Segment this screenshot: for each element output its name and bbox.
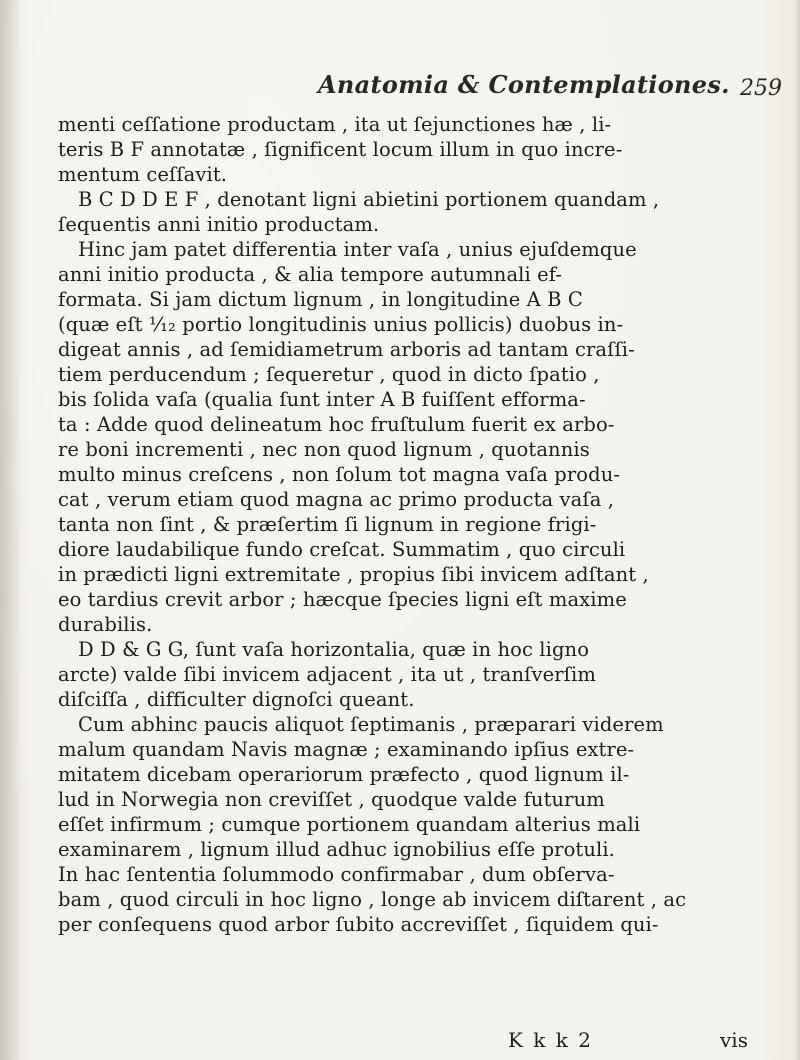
running-title: Anatomia & Contemplationes. <box>318 70 730 99</box>
text-line: arcte) valde ſibi invicem adjacent , ita ut , tranſverſim <box>58 663 596 686</box>
text-line: bis ſolida vaſa (qualia ſunt inter A B fuiſſent efforma- <box>58 388 586 411</box>
text-line: cat , verum etiam quod magna ac primo producta vaſa , <box>58 488 615 511</box>
footer-line <box>0 1028 800 1054</box>
text-line: tanta non ſint , & præſertim ſi lignum in regione frigi- <box>58 513 597 536</box>
spine-shadow <box>0 0 22 1060</box>
text-line: per conſequens quod arbor ſubito accreviſſet , ſiquidem qui- <box>58 913 659 936</box>
text-line: examinarem , lignum illud adhuc ignobilius eſſe protuli. <box>58 838 615 861</box>
text-line: D D & G G, ſunt vaſa horizontalia, quæ in hoc ligno <box>78 638 590 661</box>
body-text <box>58 112 800 937</box>
text-line: in prædicti ligni extremitate , propius ſibi invicem adſtant , <box>58 563 649 586</box>
text-line: Cum abhinc paucis aliquot ſeptimanis , præparari viderem <box>78 713 664 736</box>
text-line: Hinc jam patet differentia inter vaſa , unius ejuſdemque <box>78 238 637 261</box>
text-line: diſciſſa , difficulter dignoſci queant. <box>58 688 415 711</box>
page-header <box>0 70 800 110</box>
text-line: eo tardius crevit arbor ; hæcque ſpecies ligni eſt maxime <box>58 588 627 611</box>
text-line: bam , quod circuli in hoc ligno , longe ab invicem diſtarent , ac <box>58 888 687 911</box>
text-line: durabilis. <box>58 613 153 636</box>
catchword: vis <box>720 1028 748 1052</box>
text-line: lud in Norwegia non creviſſet , quodque valde futurum <box>58 788 605 811</box>
text-line: diore laudabilique fundo creſcat. Summatim , quo circuli <box>58 538 626 561</box>
text-line: menti ceſſatione productam , ita ut ſejunctiones hæ , li- <box>58 113 612 136</box>
text-line: digeat annis , ad ſemidiametrum arboris ad tantam craſſi- <box>58 338 635 361</box>
text-line: multo minus creſcens , non ſolum tot magna vaſa produ- <box>58 463 621 486</box>
text-line: tiem perducendum ; ſequeretur , quod in dicto ſpatio , <box>58 363 600 386</box>
text-line: ſequentis anni initio productam. <box>58 213 380 236</box>
text-line: formata. Si jam dictum lignum , in longitudine A B C <box>58 288 583 311</box>
text-line: mentum ceſſavit. <box>58 163 228 186</box>
text-line: mitatem dicebam operariorum præfecto , quod lignum il- <box>58 763 630 786</box>
text-line: In hac ſententia ſolummodo confirmabar , dum obſerva- <box>58 863 615 886</box>
text-line: B C D D E F , denotant ligni abietini portionem quandam , <box>78 188 660 211</box>
text-line: re boni incrementi , nec non quod lignum , quotannis <box>58 438 590 461</box>
text-line: teris B F annotatæ , ſignificent locum illum in quo incre- <box>58 138 623 161</box>
text-line: eſſet infirmum ; cumque portionem quandam alterius mali <box>58 813 641 836</box>
text-line: malum quandam Navis magnæ ; examinando ipſius extre- <box>58 738 635 761</box>
text-line: ta : Adde quod delineatum hoc fruſtulum fuerit ex arbo- <box>58 413 615 436</box>
signature-mark: K k k 2 <box>508 1028 593 1052</box>
text-line: anni initio producta , & alia tempore autumnali ef- <box>58 263 563 286</box>
text-line: (quæ eſt ¹⁄₁₂ portio longitudinis unius pollicis) duobus in- <box>58 313 624 336</box>
page-number: 259 <box>740 76 782 101</box>
